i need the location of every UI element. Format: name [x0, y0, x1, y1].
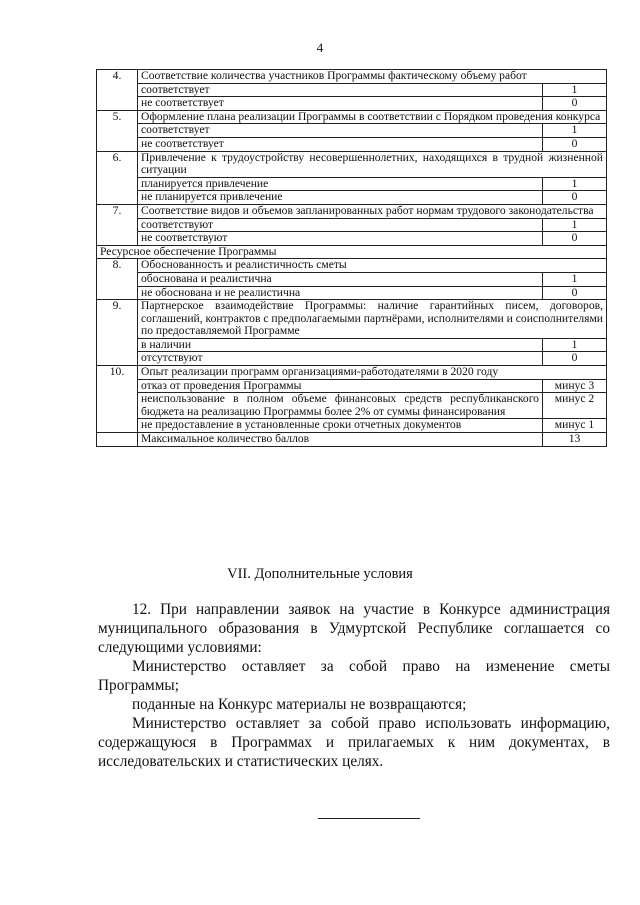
criterion-title: Соответствие видов и объемов запланированных работ нормам трудового законодательства — [138, 204, 607, 218]
option-row — [97, 272, 607, 286]
paragraph-condition-2: поданные на Конкурс материалы не возвращаются; — [132, 696, 467, 713]
option-label: в наличии — [138, 338, 543, 352]
option-score: 1 — [542, 272, 606, 286]
option-score: 1 — [542, 124, 606, 138]
criterion-number: 9. — [97, 300, 138, 366]
option-label: не соответствует — [138, 137, 543, 151]
option-score: 1 — [542, 338, 606, 352]
page-number: 4 — [316, 40, 324, 55]
criterion-number: 5. — [97, 110, 138, 151]
option-label: соответствует — [138, 124, 543, 138]
option-score: минус 2 — [542, 393, 606, 419]
criterion-row — [97, 300, 607, 339]
option-label: не планируется привлечение — [138, 191, 543, 205]
option-row — [97, 218, 607, 232]
option-score: 0 — [542, 97, 606, 111]
option-row — [97, 232, 607, 246]
criterion-number: 7. — [97, 204, 138, 245]
option-label: отсутствуют — [138, 352, 543, 366]
criterion-number: 8. — [97, 259, 138, 300]
option-score: 0 — [542, 137, 606, 151]
total-empty-cell — [97, 433, 138, 447]
criterion-row — [97, 110, 607, 124]
option-row — [97, 352, 607, 366]
total-value: 13 — [542, 433, 606, 447]
closing-line — [318, 818, 420, 819]
option-score: 0 — [542, 191, 606, 205]
section-title: VII. Дополнительные условия — [227, 566, 413, 582]
option-row — [97, 191, 607, 205]
criterion-title: Опыт реализации программ организациями-работодателями в 2020 году — [138, 366, 607, 380]
option-score: 0 — [542, 352, 606, 366]
option-label: планируется привлечение — [138, 177, 543, 191]
criterion-number: 4. — [97, 70, 138, 111]
option-label: не соответствуют — [138, 232, 543, 246]
paragraph-12: 12. При направлении заявок на участие в Конкурсе администрация муниципального образования в Удмуртской Республике соглашается со следующими условиями: — [98, 601, 610, 656]
criterion-title: Оформление плана реализации Программы в соответствии с Порядком проведения конкурса — [138, 110, 607, 124]
criterion-row — [97, 366, 607, 380]
option-row — [97, 379, 607, 393]
total-label: Максимальное количество баллов — [138, 433, 543, 447]
option-row — [97, 419, 607, 433]
criterion-title: Партнерское взаимодействие Программы: наличие гарантийных писем, договоров, соглашений, контрактов с предполагаемыми партнёрами, исполнителями и соисполнителями по предоставляемой Программе — [138, 300, 607, 339]
option-row — [97, 83, 607, 97]
option-label: не соответствует — [138, 97, 543, 111]
section-body — [98, 600, 610, 771]
option-label: неиспользование в полном объеме финансовых средств республиканского бюджета на реализацию Программы более 2% от суммы финансирования — [138, 393, 543, 419]
criterion-title: Привлечение к трудоустройству несовершеннолетних, находящихся в трудной жизненной ситуации — [138, 151, 607, 177]
criterion-row — [97, 259, 607, 273]
criterion-row — [97, 204, 607, 218]
criterion-number: 10. — [97, 366, 138, 433]
option-score: 1 — [542, 177, 606, 191]
option-row — [97, 393, 607, 419]
option-score: 1 — [542, 218, 606, 232]
option-score: 1 — [542, 83, 606, 97]
option-row — [97, 124, 607, 138]
option-label: не обоснована и не реалистична — [138, 286, 543, 300]
option-label: не предоставление в установленные сроки отчетных документов — [138, 419, 543, 433]
option-row — [97, 338, 607, 352]
option-label: отказ от проведения Программы — [138, 379, 543, 393]
option-row — [97, 286, 607, 300]
paragraph-condition-1: Министерство оставляет за собой право на изменение сметы Программы; — [98, 658, 610, 694]
option-label: обоснована и реалистична — [138, 272, 543, 286]
criteria-table — [96, 69, 607, 447]
option-label: соответствует — [138, 83, 543, 97]
total-row — [97, 433, 607, 447]
section-heading-row — [97, 245, 607, 259]
criterion-title: Соответствие количества участников Программы фактическому объему работ — [138, 70, 607, 84]
option-row — [97, 97, 607, 111]
option-score: минус 3 — [542, 379, 606, 393]
criterion-title: Обоснованность и реалистичность сметы — [138, 259, 607, 273]
option-row — [97, 137, 607, 151]
paragraph-condition-3: Министерство оставляет за собой право использовать информацию, содержащуюся в Программах и прилагаемых к ним документах, в исследовательских и статистических целях. — [98, 715, 610, 770]
option-label: соответствуют — [138, 218, 543, 232]
option-row — [97, 177, 607, 191]
criterion-row — [97, 151, 607, 177]
criterion-row — [97, 70, 607, 84]
option-score: минус 1 — [542, 419, 606, 433]
criterion-number: 6. — [97, 151, 138, 204]
table-section-heading: Ресурсное обеспечение Программы — [97, 245, 607, 259]
option-score: 0 — [542, 286, 606, 300]
option-score: 0 — [542, 232, 606, 246]
